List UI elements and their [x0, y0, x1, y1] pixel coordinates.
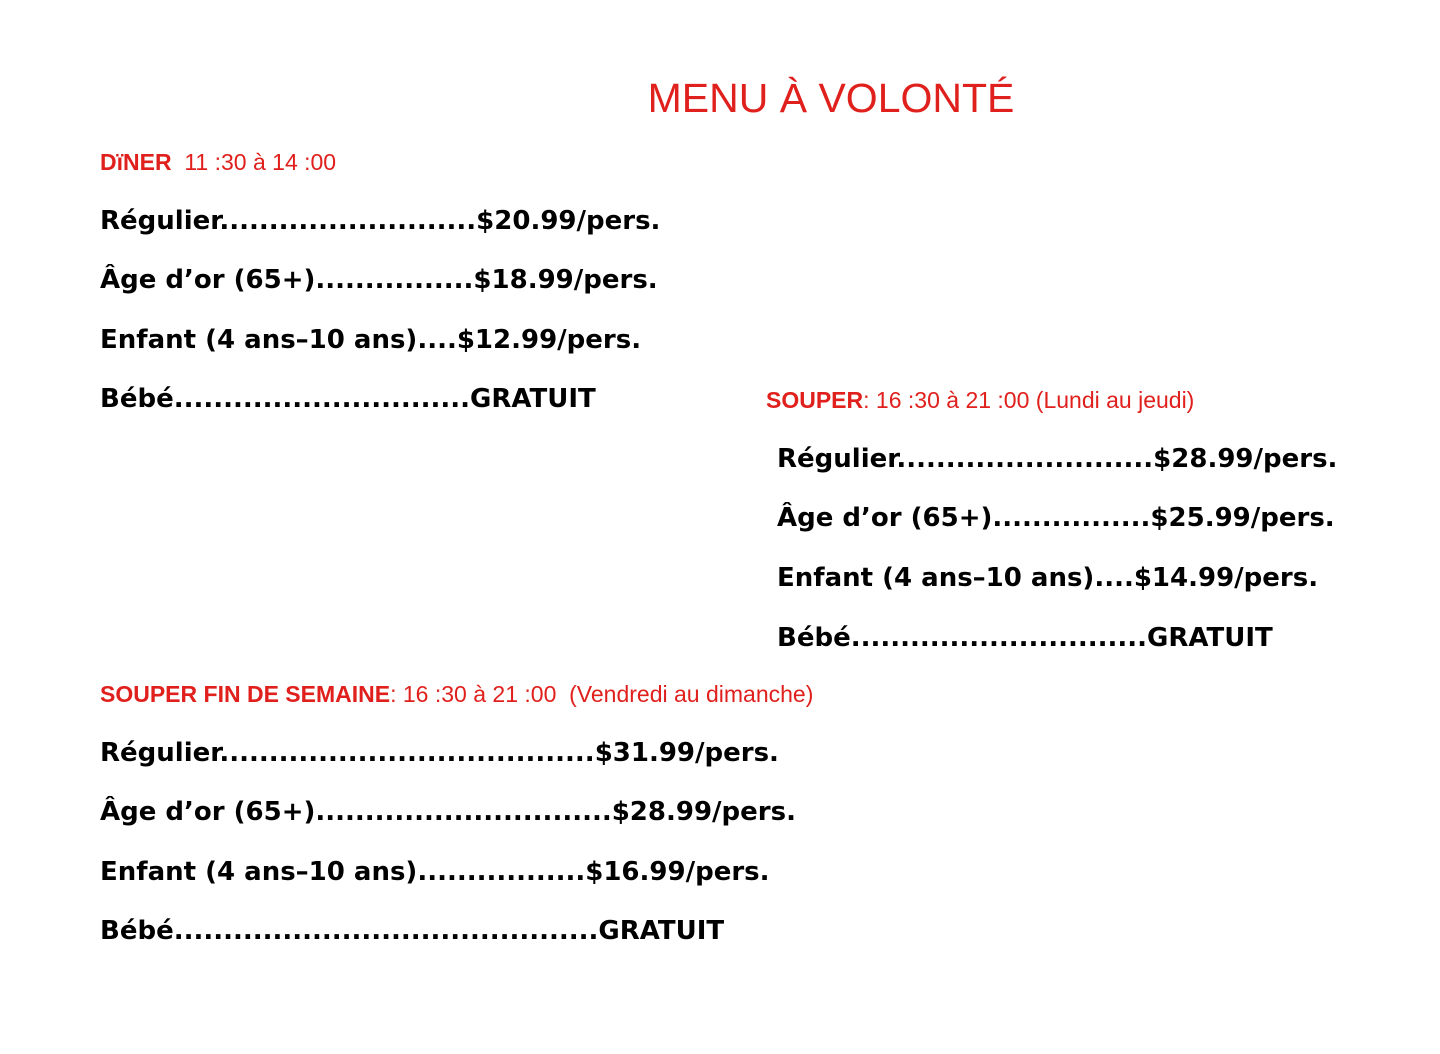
souper-price-row-bebe [777, 622, 1273, 654]
dot-leader: .... [417, 325, 457, 355]
price-value: $16.99/pers. [585, 857, 770, 887]
dot-leader: .... [1094, 563, 1134, 593]
fds-price-row-regulier [100, 737, 779, 769]
fds-price-row-bebe [100, 915, 724, 947]
diner-price-row-enfant [100, 324, 641, 356]
souper-separator: : [863, 387, 870, 413]
souper-price-row-enfant [777, 562, 1318, 594]
price-value: $31.99/pers. [594, 738, 779, 768]
souper-fin-de-semaine-header [100, 680, 813, 708]
price-label: Enfant (4 ans–10 ans) [100, 325, 418, 355]
diner-price-row-age-dor [100, 264, 658, 296]
diner-price-row-regulier [100, 205, 660, 237]
diner-title: DïNER [100, 149, 172, 175]
price-value: $18.99/pers. [473, 265, 658, 295]
souper-title: SOUPER [766, 387, 864, 413]
souper-fin-de-semaine-hours: 16 :30 à 21 :00 [402, 681, 557, 707]
souper-price-row-age-dor [777, 502, 1335, 534]
diner-hours: 11 :30 à 14 :00 [184, 149, 337, 175]
dot-leader: ........................................... [173, 916, 599, 946]
dot-leader: .............................. [173, 384, 471, 414]
price-value: $28.99/pers. [1153, 444, 1338, 474]
price-label: Enfant (4 ans–10 ans) [100, 857, 418, 887]
price-label: Régulier [777, 444, 897, 474]
price-label: Enfant (4 ans–10 ans) [777, 563, 1095, 593]
price-value: $12.99/pers. [456, 325, 642, 355]
price-label: Bébé [100, 916, 174, 946]
price-value: GRATUIT [598, 916, 725, 946]
price-label: Âge d’or (65+) [100, 797, 316, 827]
price-value: GRATUIT [1147, 623, 1273, 653]
price-label: Régulier [100, 206, 220, 236]
dot-leader: .............................. [315, 797, 612, 827]
price-label: Âge d’or (65+) [777, 503, 993, 533]
souper-fin-de-semaine-days: (Vendredi au dimanche) [569, 681, 814, 707]
souper-fin-de-semaine-separator: : [390, 681, 397, 707]
diner-price-row-bebe [100, 383, 596, 415]
souper-header [766, 386, 1194, 414]
souper-days: (Lundi au jeudi) [1035, 387, 1195, 413]
price-label: Bébé [100, 384, 174, 414]
souper-hours: 16 :30 à 21 :00 [875, 387, 1030, 413]
price-value: $14.99/pers. [1133, 563, 1319, 593]
price-label: Régulier [100, 738, 220, 768]
price-value: $20.99/pers. [476, 206, 661, 236]
price-value: $28.99/pers. [611, 797, 796, 827]
dot-leader: ................. [417, 857, 586, 887]
page-title: MENU À VOLONTÉ [647, 75, 1015, 121]
price-value: $25.99/pers. [1150, 503, 1335, 533]
dot-leader: .......................... [896, 444, 1154, 474]
dot-leader: .......................... [219, 206, 477, 236]
souper-price-row-regulier [777, 443, 1337, 475]
dot-leader: ................ [315, 265, 474, 295]
diner-header [100, 148, 336, 176]
price-value: GRATUIT [470, 384, 596, 414]
price-label: Bébé [777, 623, 851, 653]
dot-leader: ...................................... [219, 738, 595, 768]
fds-price-row-age-dor [100, 796, 796, 828]
souper-fin-de-semaine-title: SOUPER FIN DE SEMAINE [100, 681, 391, 707]
dot-leader: .............................. [850, 623, 1148, 653]
price-label: Âge d’or (65+) [100, 265, 316, 295]
dot-leader: ................ [992, 503, 1151, 533]
fds-price-row-enfant [100, 856, 770, 888]
